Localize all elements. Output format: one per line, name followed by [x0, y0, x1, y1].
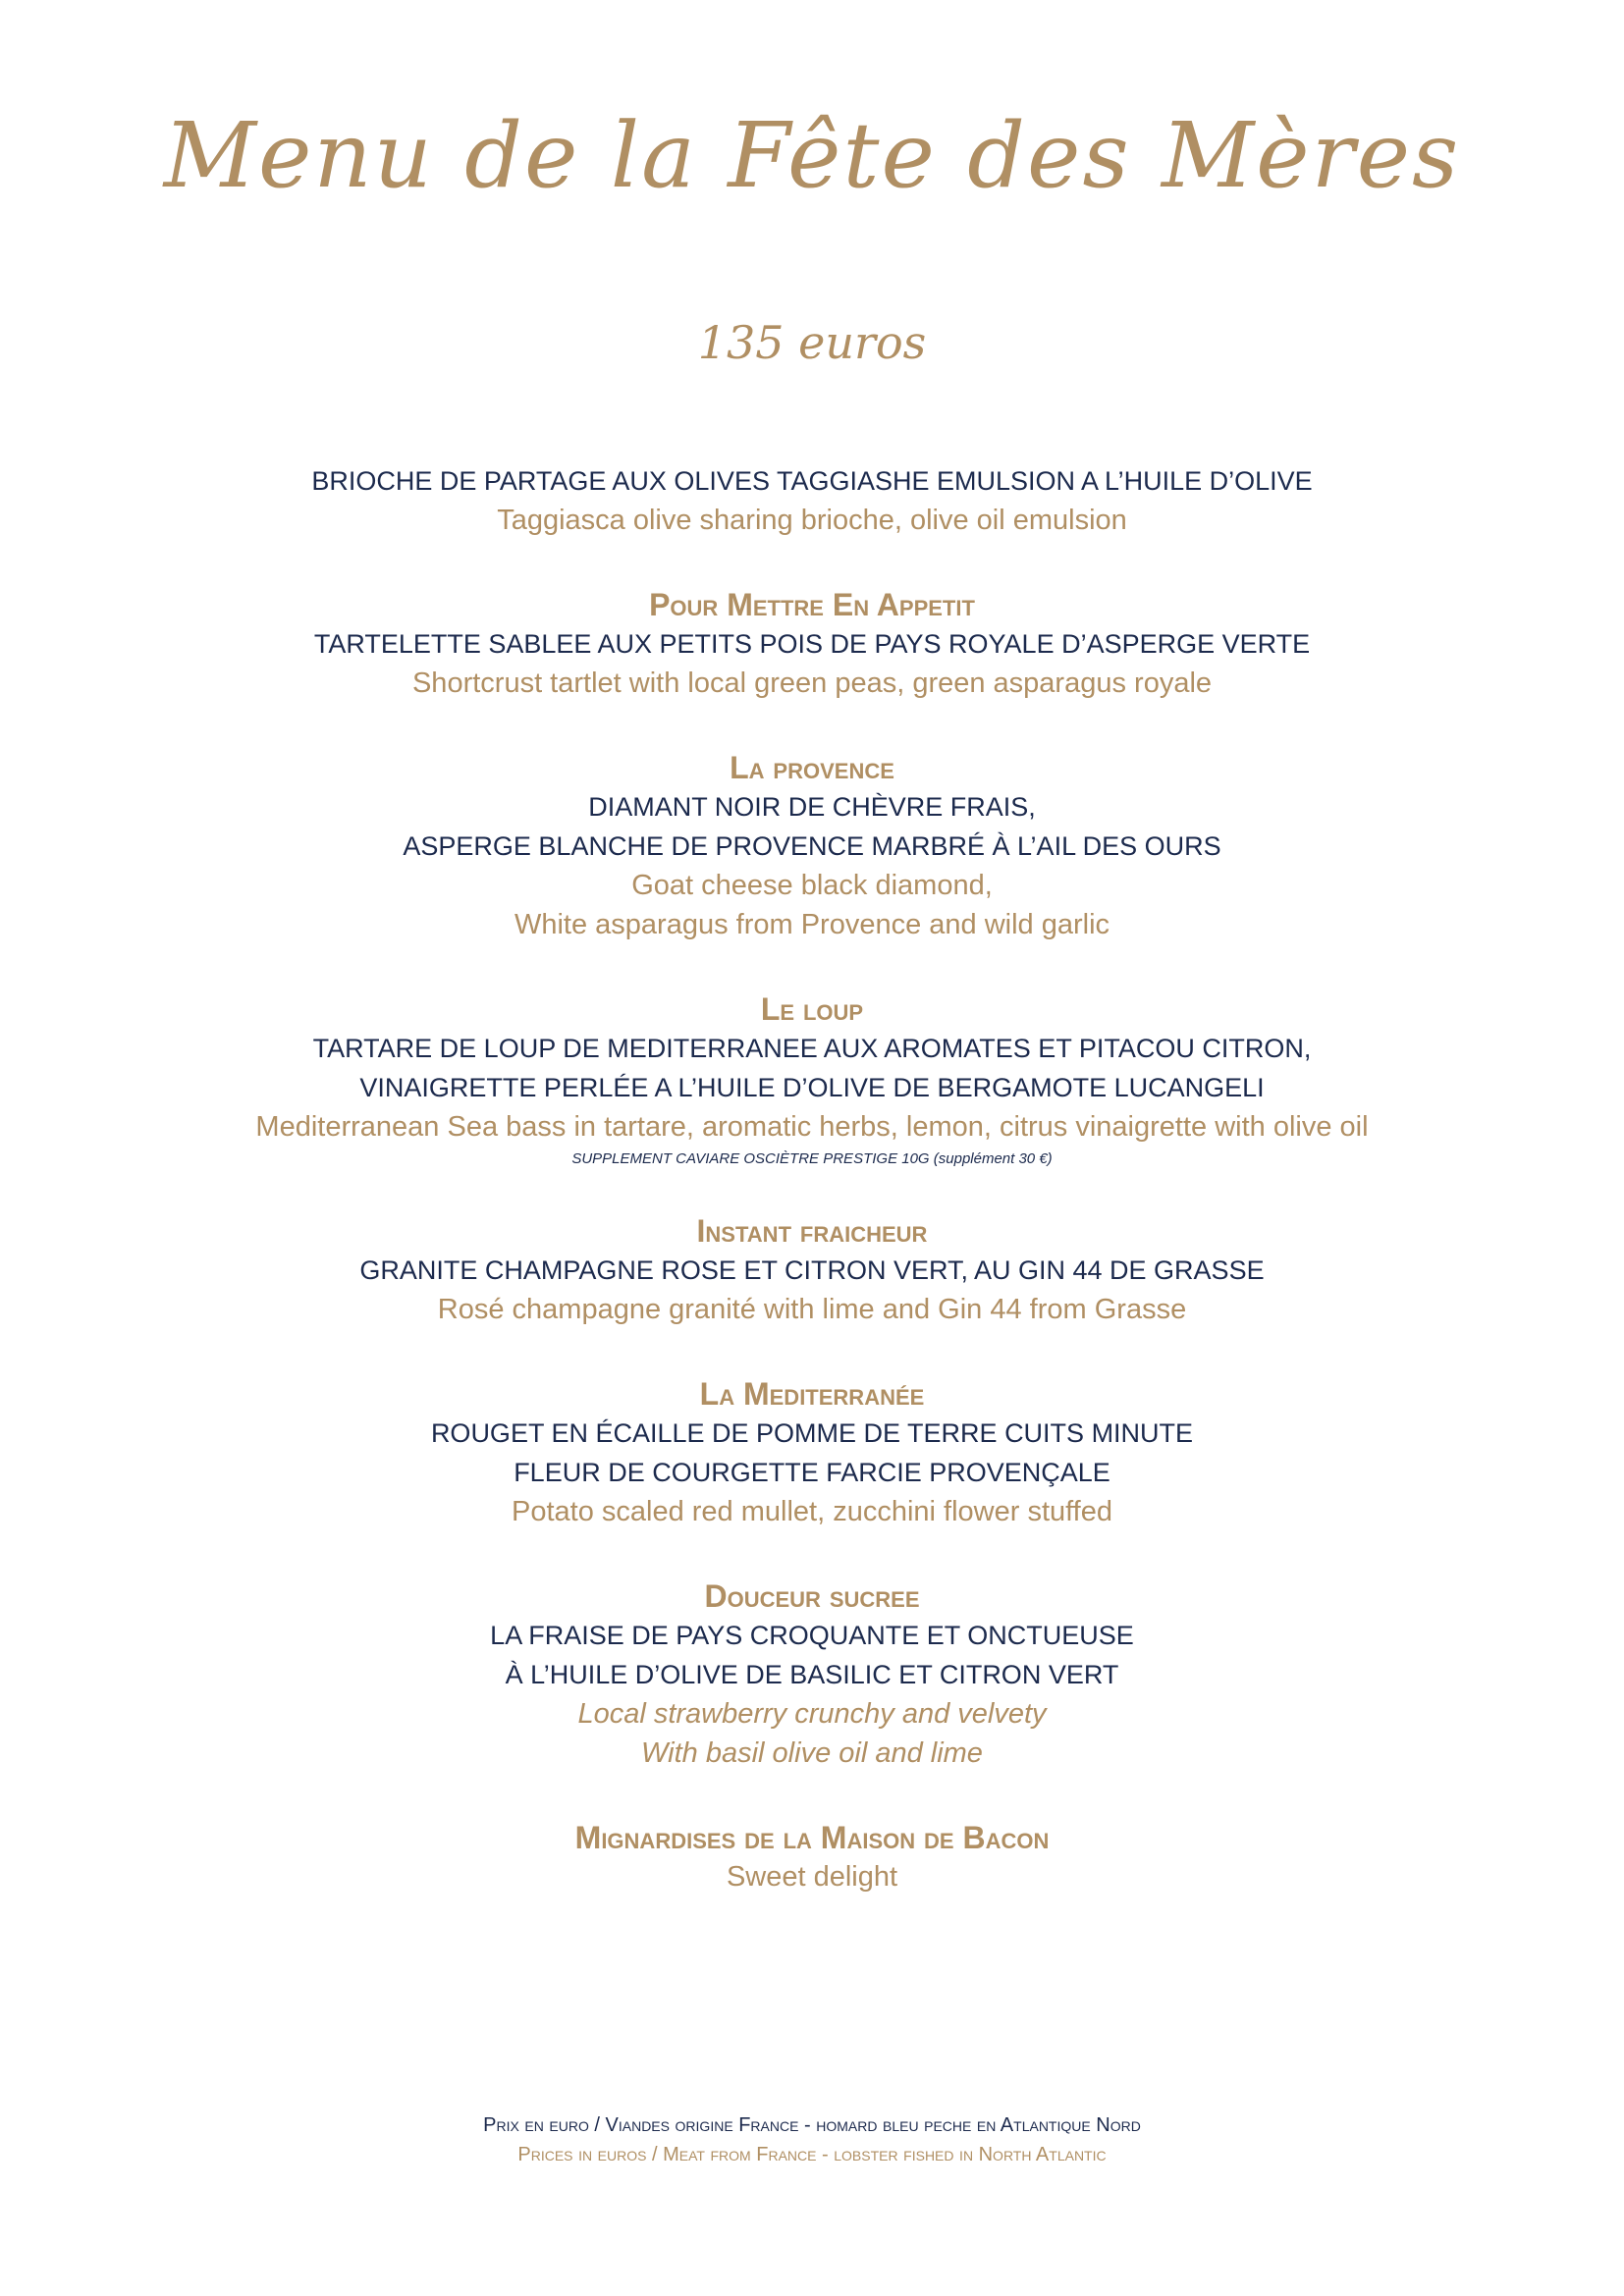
course-section: [0, 585, 1624, 703]
course-french-line: DIAMANT NOIR DE CHÈVRE FRAIS,: [588, 792, 1036, 822]
intro-english: Taggiasca olive sharing brioche, olive oil emulsion: [497, 505, 1127, 536]
footer-french: Prix en euro / Viandes origine France - homard bleu peche en Atlantique Nord: [483, 2114, 1141, 2136]
course-section: [0, 989, 1624, 1172]
course-heading: Le loup: [760, 991, 864, 1027]
course-french-line: FLEUR DE COURGETTE FARCIE PROVENÇALE: [514, 1458, 1110, 1487]
course-french-line: TARTELETTE SABLEE AUX PETITS POIS DE PAYS ROYALE D’ASPERGE VERTE: [313, 629, 1311, 659]
course-english-line: Mediterranean Sea bass in tartare, aromatic herbs, lemon, citrus vinaigrette with olive oil: [255, 1111, 1369, 1143]
course-heading: La provence: [730, 750, 894, 785]
intro-french: BRIOCHE DE PARTAGE AUX OLIVES TAGGIASHE EMULSION A L’HUILE D’OLIVE: [311, 466, 1313, 496]
course-section: [0, 1211, 1624, 1329]
course-section: [0, 1576, 1624, 1773]
menu-footer: [0, 2110, 1624, 2169]
course-english-line: Sweet delight: [726, 1861, 898, 1893]
course-heading: Instant fraicheur: [696, 1213, 928, 1249]
course-heading: Douceur sucree: [704, 1578, 920, 1614]
footer-english: Prices in euros / Meat from France - lobster fished in North Atlantic: [517, 2144, 1107, 2165]
course-english-line: Goat cheese black diamond,: [631, 870, 993, 901]
course-heading: Mignardises de la Maison de Bacon: [574, 1820, 1050, 1855]
course-french-line: LA FRAISE DE PAYS CROQUANTE ET ONCTUEUSE: [490, 1621, 1134, 1650]
course-section: [0, 1818, 1624, 1896]
course-english-line: Potato scaled red mullet, zucchini flower stuffed: [511, 1496, 1112, 1527]
course-french-line: À L’HUILE D’OLIVE DE BASILIC ET CITRON VERT: [505, 1660, 1119, 1689]
menu-title: Menu de la Fête des Mères: [163, 103, 1461, 208]
course-section: [0, 748, 1624, 944]
menu-content: [0, 461, 1624, 1896]
course-english-line: Rosé champagne granité with lime and Gin 44 from Grasse: [437, 1294, 1187, 1325]
course-supplement-note: SUPPLEMENT CAVIARE OSCIÈTRE PRESTIGE 10G (supplément 30 €): [571, 1150, 1053, 1167]
course-heading: La Mediterranée: [699, 1376, 925, 1412]
course-french-line: VINAIGRETTE PERLÉE A L’HUILE D’OLIVE DE BERGAMOTE LUCANGELI: [359, 1073, 1265, 1102]
course-section: [0, 1374, 1624, 1531]
course-french-line: TARTARE DE LOUP DE MEDITERRANEE AUX AROMATES ET PITACOU CITRON,: [312, 1034, 1312, 1063]
intro-section: [0, 461, 1624, 540]
course-french-line: ASPERGE BLANCHE DE PROVENCE MARBRÉ À L’AIL DES OURS: [403, 831, 1221, 861]
course-english-line: Local strawberry crunchy and velvety: [577, 1698, 1047, 1730]
course-english-line: White asparagus from Provence and wild garlic: [514, 909, 1110, 940]
course-heading: Pour Mettre En Appetit: [649, 587, 975, 622]
course-french-line: GRANITE CHAMPAGNE ROSE ET CITRON VERT, AU GIN 44 DE GRASSE: [359, 1255, 1265, 1285]
menu-price: 135 euros: [697, 316, 927, 369]
course-english-line: Shortcrust tartlet with local green peas, green asparagus royale: [411, 667, 1213, 699]
course-french-line: ROUGET EN ÉCAILLE DE POMME DE TERRE CUITS MINUTE: [430, 1418, 1194, 1448]
course-english-line: With basil olive oil and lime: [641, 1737, 983, 1769]
